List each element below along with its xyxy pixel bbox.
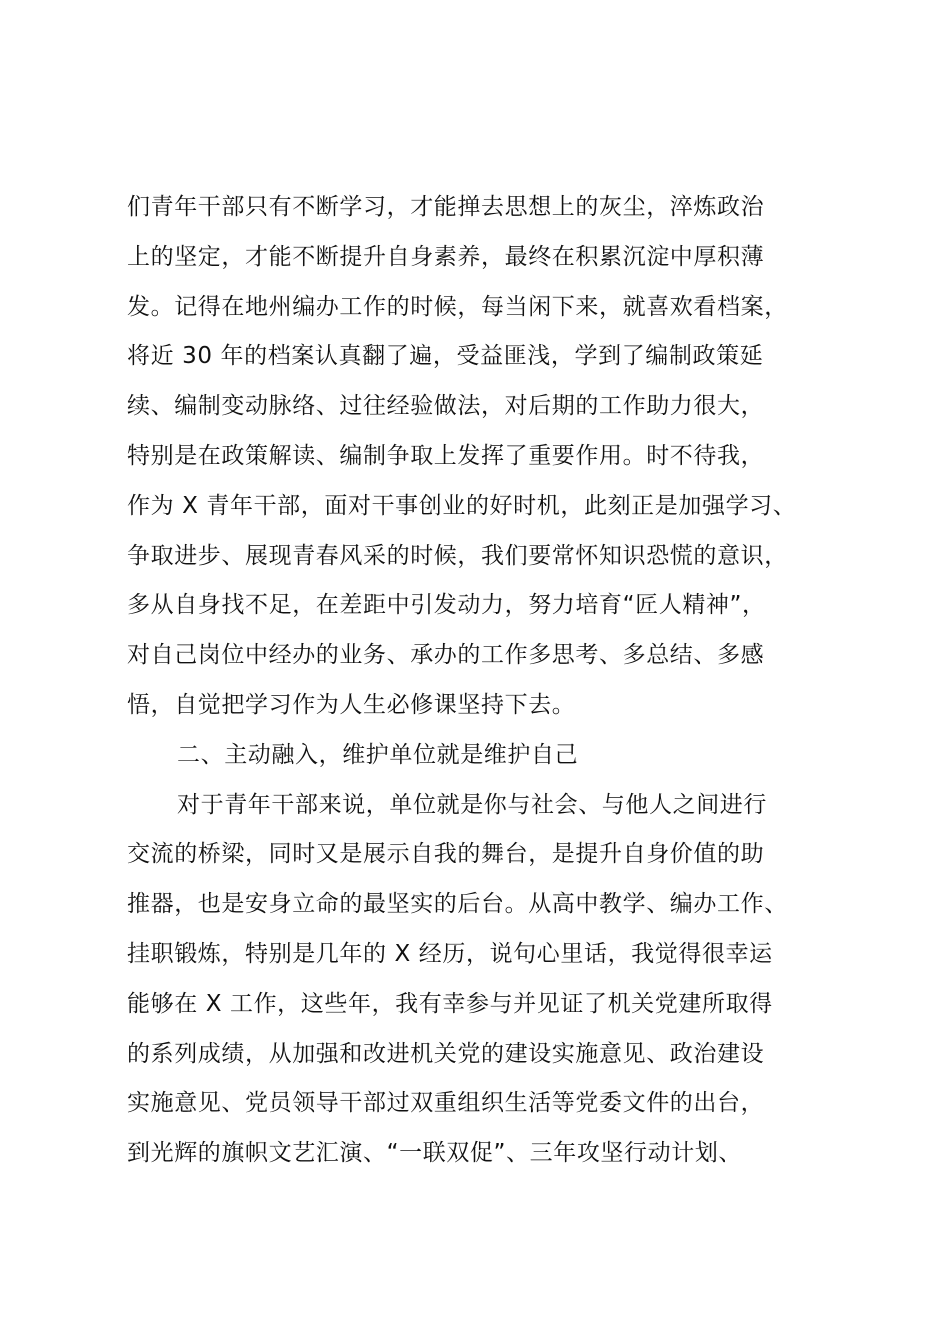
text-line: 能够在 X 工作，这些年，我有幸参与并见证了机关党建所取得 <box>127 990 773 1017</box>
text-line: 挂职锻炼，特别是几年的 X 经历，说句心里话，我觉得很幸运 <box>127 940 773 967</box>
text-line: 对于青年干部来说，单位就是你与社会、与他人之间进行 <box>177 791 767 818</box>
text-line: 推器，也是安身立命的最坚实的后台。从高中教学、编办工作、 <box>127 891 788 918</box>
text-line: 发。记得在地州编办工作的时候，每当闲下来，就喜欢看档案， <box>127 293 788 320</box>
text-line: 悟，自觉把学习作为人生必修课坚持下去。 <box>127 691 576 718</box>
text-line: 争取进步、展现青春风采的时候，我们要常怀知识恐慌的意识， <box>127 542 788 569</box>
text-line: 将近 30 年的档案认真翻了遍，受益匪浅，学到了编制政策延 <box>127 343 764 370</box>
text-line: 作为 X 青年干部，面对干事创业的好时机，此刻正是加强学习、 <box>127 492 797 519</box>
section-heading: 二、主动融入，维护单位就是维护自己 <box>177 741 579 768</box>
text-line: 多从自身找不足，在差距中引发动力，努力培育“匠人精神”， <box>127 592 766 619</box>
document-body <box>127 183 843 1179</box>
text-line: 上的坚定，才能不断提升自身素养，最终在积累沉淀中厚积薄 <box>127 243 765 270</box>
text-line: 到光辉的旗帜文艺汇演、“一联双促”、三年攻坚行动计划、 <box>127 1140 743 1167</box>
text-line: 的系列成绩，从加强和改进机关党的建设实施意见、政治建设 <box>127 1040 765 1067</box>
text-line: 交流的桥梁，同时又是展示自我的舞台，是提升自身价值的助 <box>127 841 765 868</box>
text-line: 实施意见、党员领导干部过双重组织生活等党委文件的出台， <box>127 1090 765 1117</box>
text-line: 特别是在政策解读、编制争取上发挥了重要作用。时不待我， <box>127 442 765 469</box>
text-line: 续、编制变动脉络、过往经验做法，对后期的工作助力很大， <box>127 393 765 420</box>
text-line: 们青年干部只有不断学习，才能掸去思想上的灰尘，淬炼政治 <box>127 194 765 220</box>
text-line: 对自己岗位中经办的业务、承办的工作多思考、多总结、多感 <box>127 642 765 669</box>
